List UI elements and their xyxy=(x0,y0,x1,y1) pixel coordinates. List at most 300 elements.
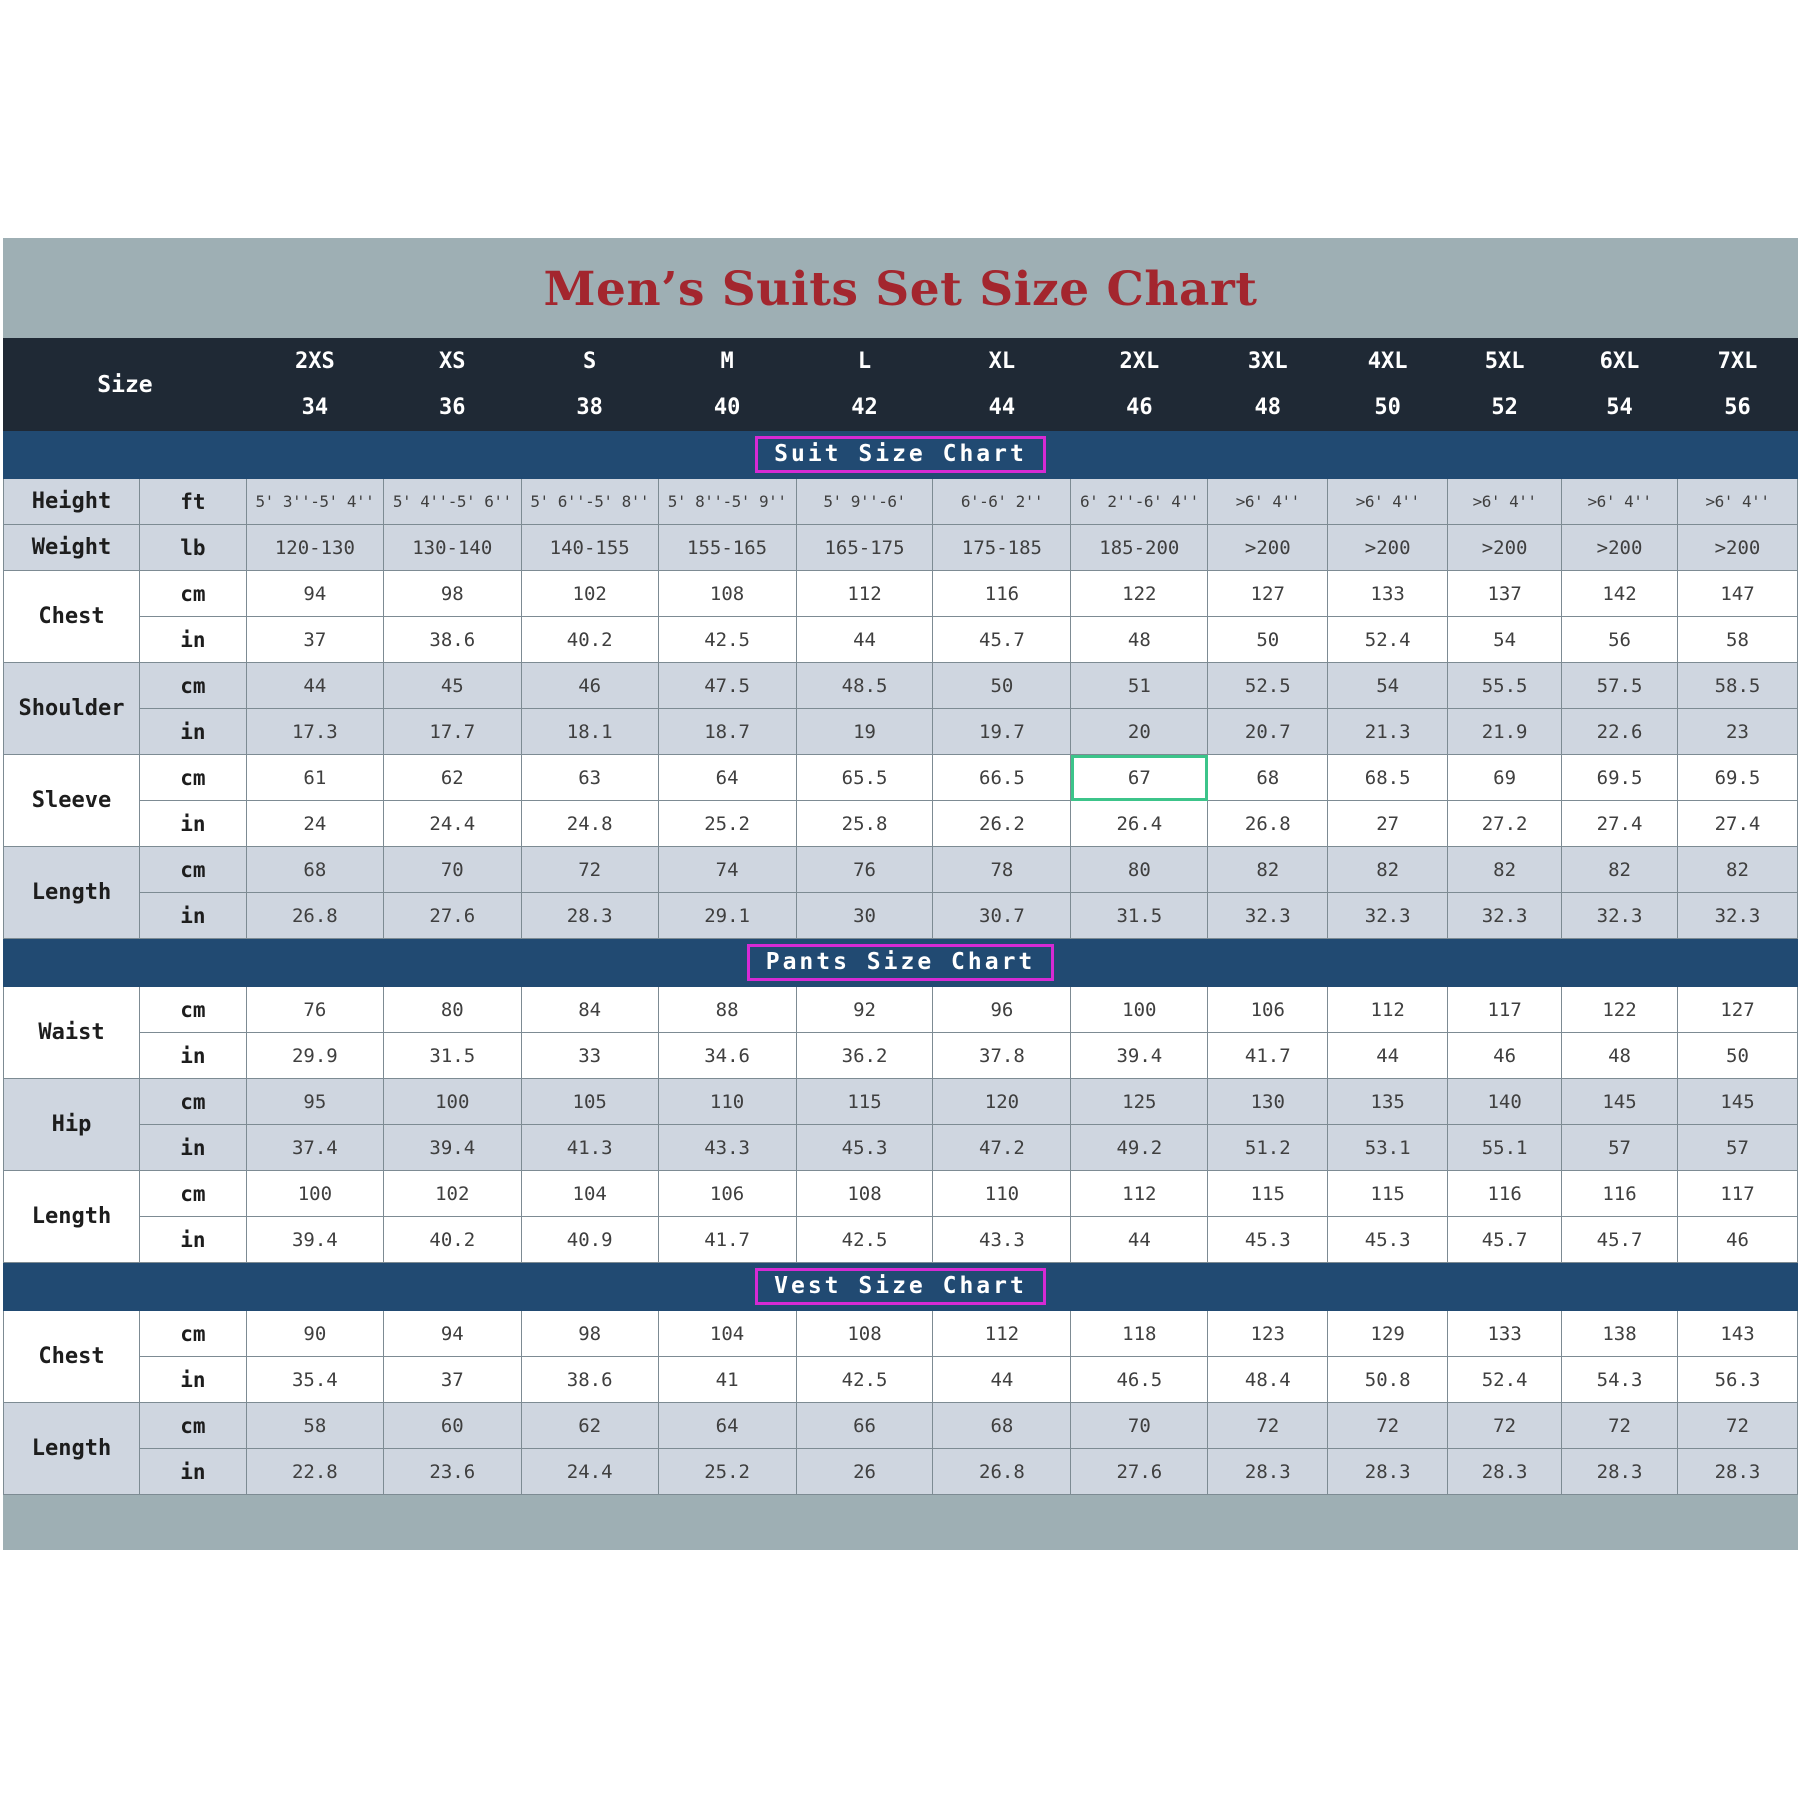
table-row xyxy=(4,617,1798,663)
value-cell: 80 xyxy=(1071,847,1208,893)
value-cell: 48.5 xyxy=(796,663,933,709)
table-row xyxy=(4,1079,1798,1125)
section-header xyxy=(4,431,1798,479)
table-row xyxy=(4,1311,1798,1357)
value-cell: 94 xyxy=(383,1311,521,1357)
value-cell: 72 xyxy=(1677,1403,1797,1449)
value-cell: 82 xyxy=(1208,847,1328,893)
table-row xyxy=(4,525,1798,571)
value-cell: 32.3 xyxy=(1328,893,1448,939)
value-cell: 140-155 xyxy=(521,525,658,571)
size-number: 50 xyxy=(1328,385,1448,431)
value-cell: 45.7 xyxy=(1562,1217,1678,1263)
unit-label: cm xyxy=(139,663,246,709)
value-cell: 116 xyxy=(1562,1171,1678,1217)
value-cell: 68.5 xyxy=(1328,755,1448,801)
value-cell: 100 xyxy=(246,1171,383,1217)
value-cell: 72 xyxy=(1562,1403,1678,1449)
value-cell: 41.3 xyxy=(521,1125,658,1171)
value-cell: 104 xyxy=(658,1311,796,1357)
size-number: 56 xyxy=(1677,385,1797,431)
value-cell: 17.3 xyxy=(246,709,383,755)
value-cell: 21.3 xyxy=(1328,709,1448,755)
value-cell: 22.8 xyxy=(246,1449,383,1495)
value-cell: 45.3 xyxy=(1208,1217,1328,1263)
value-cell: 45.7 xyxy=(1448,1217,1562,1263)
value-cell: 26.4 xyxy=(1071,801,1208,847)
value-cell: 18.1 xyxy=(521,709,658,755)
value-cell: 48.4 xyxy=(1208,1357,1328,1403)
size-number: 52 xyxy=(1448,385,1562,431)
chart-title: Men’s Suits Set Size Chart xyxy=(543,262,1258,317)
value-cell: 80 xyxy=(383,987,521,1033)
section-title: Suit Size Chart xyxy=(755,436,1046,473)
size-number: 48 xyxy=(1208,385,1328,431)
table-row xyxy=(4,1357,1798,1403)
unit-label: cm xyxy=(139,1079,246,1125)
value-cell: 47.5 xyxy=(658,663,796,709)
value-cell: 35.4 xyxy=(246,1357,383,1403)
value-cell: 6'-6' 2'' xyxy=(933,479,1071,525)
value-cell: 50 xyxy=(1208,617,1328,663)
value-cell: 39.4 xyxy=(383,1125,521,1171)
value-cell: 32.3 xyxy=(1448,893,1562,939)
row-label: Chest xyxy=(4,1311,140,1403)
section-header xyxy=(4,1263,1798,1311)
value-cell: 69 xyxy=(1448,755,1562,801)
size-letter: 5XL xyxy=(1448,339,1562,385)
value-cell: 39.4 xyxy=(1071,1033,1208,1079)
value-cell: 65.5 xyxy=(796,755,933,801)
value-cell: 45.7 xyxy=(933,617,1071,663)
value-cell: 26.2 xyxy=(933,801,1071,847)
row-label: Chest xyxy=(4,571,140,663)
value-cell: >6' 4'' xyxy=(1328,479,1448,525)
section-header-row xyxy=(4,431,1798,479)
value-cell: 108 xyxy=(796,1171,933,1217)
unit-label: cm xyxy=(139,987,246,1033)
value-cell: 58.5 xyxy=(1677,663,1797,709)
value-cell: 57 xyxy=(1562,1125,1678,1171)
value-cell: 118 xyxy=(1071,1311,1208,1357)
value-cell: 140 xyxy=(1448,1079,1562,1125)
value-cell: 41.7 xyxy=(658,1217,796,1263)
value-cell: 37 xyxy=(383,1357,521,1403)
value-cell: 52.4 xyxy=(1448,1357,1562,1403)
value-cell: >200 xyxy=(1328,525,1448,571)
value-cell: 64 xyxy=(658,1403,796,1449)
section-header xyxy=(4,939,1798,987)
value-cell: 145 xyxy=(1677,1079,1797,1125)
value-cell: 57 xyxy=(1677,1125,1797,1171)
value-cell: 96 xyxy=(933,987,1071,1033)
value-cell: >6' 4'' xyxy=(1562,479,1678,525)
value-cell: 106 xyxy=(658,1171,796,1217)
section-header-row xyxy=(4,1263,1798,1311)
value-cell: >6' 4'' xyxy=(1448,479,1562,525)
value-cell: 54.3 xyxy=(1562,1357,1678,1403)
size-number: 36 xyxy=(383,385,521,431)
size-letter: XL xyxy=(933,339,1071,385)
table-row xyxy=(4,987,1798,1033)
value-cell: 108 xyxy=(796,1311,933,1357)
table-row xyxy=(4,709,1798,755)
value-cell: 115 xyxy=(1208,1171,1328,1217)
value-cell: 72 xyxy=(1208,1403,1328,1449)
value-cell: 25.2 xyxy=(658,801,796,847)
value-cell: 31.5 xyxy=(383,1033,521,1079)
size-number: 34 xyxy=(246,385,383,431)
value-cell: 58 xyxy=(1677,617,1797,663)
value-cell: 28.3 xyxy=(1448,1449,1562,1495)
value-cell: 175-185 xyxy=(933,525,1071,571)
value-cell: 30.7 xyxy=(933,893,1071,939)
value-cell: 27.2 xyxy=(1448,801,1562,847)
value-cell: 88 xyxy=(658,987,796,1033)
value-cell: 40.9 xyxy=(521,1217,658,1263)
value-cell: 100 xyxy=(383,1079,521,1125)
value-cell: 21.9 xyxy=(1448,709,1562,755)
value-cell: 122 xyxy=(1071,571,1208,617)
value-cell: 17.7 xyxy=(383,709,521,755)
value-cell: 70 xyxy=(383,847,521,893)
size-header-row xyxy=(4,339,1798,385)
value-cell: 82 xyxy=(1677,847,1797,893)
value-cell: 133 xyxy=(1328,571,1448,617)
size-letter: 4XL xyxy=(1328,339,1448,385)
value-cell: 112 xyxy=(1328,987,1448,1033)
value-cell: 112 xyxy=(796,571,933,617)
value-cell: 133 xyxy=(1448,1311,1562,1357)
value-cell: 48 xyxy=(1562,1033,1678,1079)
value-cell: 117 xyxy=(1448,987,1562,1033)
value-cell: 20.7 xyxy=(1208,709,1328,755)
value-cell: 108 xyxy=(658,571,796,617)
value-cell: 58 xyxy=(246,1403,383,1449)
value-cell: 78 xyxy=(933,847,1071,893)
value-cell: 62 xyxy=(383,755,521,801)
value-cell: 112 xyxy=(1071,1171,1208,1217)
unit-label: lb xyxy=(139,525,246,571)
size-letter: 6XL xyxy=(1562,339,1678,385)
value-cell: 27.6 xyxy=(383,893,521,939)
value-cell: 42.5 xyxy=(796,1217,933,1263)
size-number: 38 xyxy=(521,385,658,431)
table-row xyxy=(4,1033,1798,1079)
size-letter: S xyxy=(521,339,658,385)
size-letter: 2XL xyxy=(1071,339,1208,385)
value-cell: 28.3 xyxy=(521,893,658,939)
value-cell: 26.8 xyxy=(1208,801,1328,847)
value-cell: 45.3 xyxy=(796,1125,933,1171)
value-cell: 102 xyxy=(383,1171,521,1217)
table-row xyxy=(4,1449,1798,1495)
value-cell: 61 xyxy=(246,755,383,801)
value-cell: 46 xyxy=(1677,1217,1797,1263)
value-cell: 122 xyxy=(1562,987,1678,1033)
value-cell: 68 xyxy=(246,847,383,893)
value-cell: 24.4 xyxy=(383,801,521,847)
value-cell: 24 xyxy=(246,801,383,847)
value-cell: 145 xyxy=(1562,1079,1678,1125)
value-cell: 37.8 xyxy=(933,1033,1071,1079)
value-cell: 5' 3''-5' 4'' xyxy=(246,479,383,525)
value-cell: >200 xyxy=(1562,525,1678,571)
value-cell: 72 xyxy=(1448,1403,1562,1449)
value-cell: 165-175 xyxy=(796,525,933,571)
value-cell: 24.8 xyxy=(521,801,658,847)
value-cell: 28.3 xyxy=(1677,1449,1797,1495)
size-letter: 7XL xyxy=(1677,339,1797,385)
value-cell: 22.6 xyxy=(1562,709,1678,755)
value-cell: 24.4 xyxy=(521,1449,658,1495)
size-label: Size xyxy=(4,339,247,431)
value-cell: 69.5 xyxy=(1562,755,1678,801)
row-label: Weight xyxy=(4,525,140,571)
value-cell: 98 xyxy=(521,1311,658,1357)
row-label: Length xyxy=(4,1403,140,1495)
value-cell: 40.2 xyxy=(383,1217,521,1263)
value-cell: 63 xyxy=(521,755,658,801)
value-cell: 44 xyxy=(1328,1033,1448,1079)
value-cell: 55.5 xyxy=(1448,663,1562,709)
size-number: 46 xyxy=(1071,385,1208,431)
table-row xyxy=(4,571,1798,617)
value-cell: 106 xyxy=(1208,987,1328,1033)
value-cell: >200 xyxy=(1208,525,1328,571)
value-cell: 5' 9''-6' xyxy=(796,479,933,525)
section-header-row xyxy=(4,939,1798,987)
value-cell: 46 xyxy=(1448,1033,1562,1079)
value-cell: 54 xyxy=(1448,617,1562,663)
value-cell: 100 xyxy=(1071,987,1208,1033)
value-cell: 67 xyxy=(1071,755,1208,801)
value-cell: 52.4 xyxy=(1328,617,1448,663)
value-cell: 66.5 xyxy=(933,755,1071,801)
value-cell: >200 xyxy=(1448,525,1562,571)
value-cell: 44 xyxy=(246,663,383,709)
value-cell: 56.3 xyxy=(1677,1357,1797,1403)
value-cell: 60 xyxy=(383,1403,521,1449)
value-cell: >6' 4'' xyxy=(1677,479,1797,525)
value-cell: 120-130 xyxy=(246,525,383,571)
unit-label: in xyxy=(139,1033,246,1079)
section-title: Vest Size Chart xyxy=(755,1268,1046,1305)
value-cell: 112 xyxy=(933,1311,1071,1357)
value-cell: 130-140 xyxy=(383,525,521,571)
value-cell: 49.2 xyxy=(1071,1125,1208,1171)
value-cell: 68 xyxy=(1208,755,1328,801)
value-cell: 66 xyxy=(796,1403,933,1449)
value-cell: 72 xyxy=(1328,1403,1448,1449)
value-cell: 53.1 xyxy=(1328,1125,1448,1171)
value-cell: 64 xyxy=(658,755,796,801)
value-cell: 5' 4''-5' 6'' xyxy=(383,479,521,525)
value-cell: 41.7 xyxy=(1208,1033,1328,1079)
value-cell: 76 xyxy=(796,847,933,893)
value-cell: 104 xyxy=(521,1171,658,1217)
value-cell: 27.4 xyxy=(1562,801,1678,847)
value-cell: 44 xyxy=(933,1357,1071,1403)
value-cell: 98 xyxy=(383,571,521,617)
value-cell: 57.5 xyxy=(1562,663,1678,709)
table-row xyxy=(4,755,1798,801)
value-cell: 39.4 xyxy=(246,1217,383,1263)
value-cell: 29.9 xyxy=(246,1033,383,1079)
value-cell: 142 xyxy=(1562,571,1678,617)
value-cell: 42.5 xyxy=(796,1357,933,1403)
value-cell: 28.3 xyxy=(1328,1449,1448,1495)
value-cell: 137 xyxy=(1448,571,1562,617)
value-cell: 32.3 xyxy=(1677,893,1797,939)
value-cell: 40.2 xyxy=(521,617,658,663)
value-cell: 6' 2''-6' 4'' xyxy=(1071,479,1208,525)
value-cell: 116 xyxy=(1448,1171,1562,1217)
value-cell: 45 xyxy=(383,663,521,709)
unit-label: in xyxy=(139,893,246,939)
value-cell: 110 xyxy=(658,1079,796,1125)
value-cell: 5' 8''-5' 9'' xyxy=(658,479,796,525)
value-cell: 32.3 xyxy=(1562,893,1678,939)
unit-label: in xyxy=(139,801,246,847)
value-cell: 82 xyxy=(1562,847,1678,893)
size-table xyxy=(3,338,1798,1495)
value-cell: 185-200 xyxy=(1071,525,1208,571)
table-row xyxy=(4,847,1798,893)
value-cell: 41 xyxy=(658,1357,796,1403)
value-cell: 56 xyxy=(1562,617,1678,663)
value-cell: 92 xyxy=(796,987,933,1033)
value-cell: 37 xyxy=(246,617,383,663)
value-cell: 116 xyxy=(933,571,1071,617)
value-cell: 123 xyxy=(1208,1311,1328,1357)
value-cell: 30 xyxy=(796,893,933,939)
value-cell: 19.7 xyxy=(933,709,1071,755)
row-label: Shoulder xyxy=(4,663,140,755)
value-cell: 36.2 xyxy=(796,1033,933,1079)
unit-label: in xyxy=(139,617,246,663)
value-cell: 37.4 xyxy=(246,1125,383,1171)
value-cell: 54 xyxy=(1328,663,1448,709)
value-cell: 82 xyxy=(1328,847,1448,893)
size-letter: M xyxy=(658,339,796,385)
row-label: Height xyxy=(4,479,140,525)
value-cell: 32.3 xyxy=(1208,893,1328,939)
value-cell: 102 xyxy=(521,571,658,617)
value-cell: 44 xyxy=(796,617,933,663)
value-cell: 5' 6''-5' 8'' xyxy=(521,479,658,525)
value-cell: 50.8 xyxy=(1328,1357,1448,1403)
value-cell: 127 xyxy=(1677,987,1797,1033)
unit-label: cm xyxy=(139,847,246,893)
size-chart xyxy=(3,238,1798,1550)
value-cell: 129 xyxy=(1328,1311,1448,1357)
row-label: Sleeve xyxy=(4,755,140,847)
value-cell: 48 xyxy=(1071,617,1208,663)
size-letter: XS xyxy=(383,339,521,385)
value-cell: 38.6 xyxy=(521,1357,658,1403)
value-cell: 130 xyxy=(1208,1079,1328,1125)
value-cell: 68 xyxy=(933,1403,1071,1449)
value-cell: 72 xyxy=(521,847,658,893)
value-cell: 23 xyxy=(1677,709,1797,755)
value-cell: 38.6 xyxy=(383,617,521,663)
size-letter: L xyxy=(796,339,933,385)
unit-label: cm xyxy=(139,1311,246,1357)
value-cell: 117 xyxy=(1677,1171,1797,1217)
value-cell: 18.7 xyxy=(658,709,796,755)
table-row xyxy=(4,1125,1798,1171)
value-cell: 115 xyxy=(796,1079,933,1125)
value-cell: 26.8 xyxy=(246,893,383,939)
value-cell: 26 xyxy=(796,1449,933,1495)
value-cell: 120 xyxy=(933,1079,1071,1125)
value-cell: 42.5 xyxy=(658,617,796,663)
value-cell: 34.6 xyxy=(658,1033,796,1079)
value-cell: 19 xyxy=(796,709,933,755)
size-number-row xyxy=(4,385,1798,431)
row-label: Length xyxy=(4,1171,140,1263)
value-cell: 62 xyxy=(521,1403,658,1449)
value-cell: 84 xyxy=(521,987,658,1033)
table-row xyxy=(4,663,1798,709)
unit-label: cm xyxy=(139,1403,246,1449)
unit-label: cm xyxy=(139,755,246,801)
unit-label: cm xyxy=(139,1171,246,1217)
value-cell: 135 xyxy=(1328,1079,1448,1125)
value-cell: 28.3 xyxy=(1562,1449,1678,1495)
size-letter: 2XS xyxy=(246,339,383,385)
unit-label: in xyxy=(139,1357,246,1403)
value-cell: 125 xyxy=(1071,1079,1208,1125)
value-cell: 147 xyxy=(1677,571,1797,617)
row-label: Hip xyxy=(4,1079,140,1171)
value-cell: 46 xyxy=(521,663,658,709)
table-row xyxy=(4,1217,1798,1263)
value-cell: 52.5 xyxy=(1208,663,1328,709)
value-cell: 50 xyxy=(933,663,1071,709)
value-cell: >200 xyxy=(1677,525,1797,571)
value-cell: 43.3 xyxy=(658,1125,796,1171)
value-cell: 47.2 xyxy=(933,1125,1071,1171)
value-cell: 33 xyxy=(521,1033,658,1079)
row-label: Length xyxy=(4,847,140,939)
value-cell: 127 xyxy=(1208,571,1328,617)
size-number: 54 xyxy=(1562,385,1678,431)
value-cell: >6' 4'' xyxy=(1208,479,1328,525)
value-cell: 50 xyxy=(1677,1033,1797,1079)
value-cell: 23.6 xyxy=(383,1449,521,1495)
table-row xyxy=(4,1403,1798,1449)
value-cell: 44 xyxy=(1071,1217,1208,1263)
value-cell: 95 xyxy=(246,1079,383,1125)
value-cell: 45.3 xyxy=(1328,1217,1448,1263)
value-cell: 155-165 xyxy=(658,525,796,571)
value-cell: 27.6 xyxy=(1071,1449,1208,1495)
value-cell: 105 xyxy=(521,1079,658,1125)
value-cell: 27.4 xyxy=(1677,801,1797,847)
size-letter: 3XL xyxy=(1208,339,1328,385)
value-cell: 110 xyxy=(933,1171,1071,1217)
value-cell: 29.1 xyxy=(658,893,796,939)
value-cell: 43.3 xyxy=(933,1217,1071,1263)
unit-label: ft xyxy=(139,479,246,525)
unit-label: in xyxy=(139,1125,246,1171)
unit-label: in xyxy=(139,1449,246,1495)
table-row xyxy=(4,893,1798,939)
size-number: 40 xyxy=(658,385,796,431)
value-cell: 115 xyxy=(1328,1171,1448,1217)
